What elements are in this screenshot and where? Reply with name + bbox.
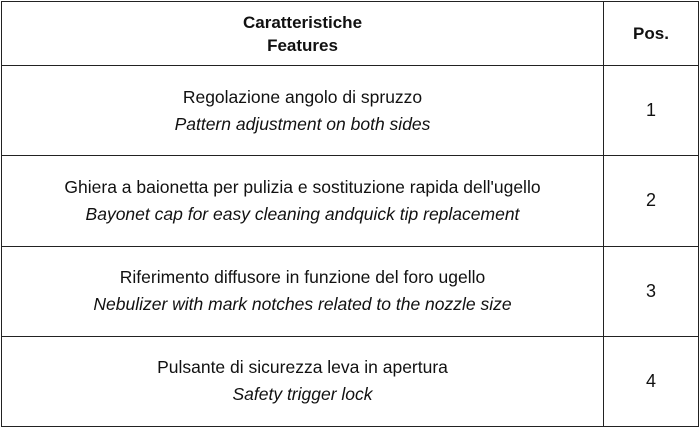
feature-it-text: Ghiera a baionetta per pulizia e sostituzione rapida dell'ugello	[64, 176, 541, 197]
features-table-container	[1, 1, 698, 427]
feature-en-text: Bayonet cap for easy cleaning andquick tip replacement	[85, 203, 520, 224]
feature-cell	[2, 246, 604, 336]
table-row	[2, 66, 699, 156]
feature-en-text: Pattern adjustment on both sides	[174, 113, 431, 134]
feature-en-text: Nebulizer with mark notches related to the nozzle size	[93, 294, 512, 315]
features-table	[1, 1, 699, 427]
feature-it-text: Pulsante di sicurezza leva in apertura	[157, 357, 448, 378]
table-row	[2, 156, 699, 246]
pos-header-cell: Pos.	[604, 2, 699, 66]
feature-cell	[2, 156, 604, 246]
pos-cell: 1	[604, 66, 699, 156]
pos-cell: 4	[604, 336, 699, 426]
feature-it-text: Regolazione angolo di spruzzo	[182, 86, 423, 107]
feature-it-text: Riferimento diffusore in funzione del foro ugello	[119, 267, 486, 288]
features-header-en: Features	[267, 35, 338, 55]
table-header-row	[2, 2, 699, 66]
feature-en-text: Safety trigger lock	[232, 384, 373, 405]
table-row	[2, 246, 699, 336]
table-row	[2, 336, 699, 426]
features-header-it: Caratteristiche	[242, 12, 363, 32]
features-header-cell	[2, 2, 604, 66]
pos-cell: 3	[604, 246, 699, 336]
feature-cell	[2, 336, 604, 426]
pos-cell: 2	[604, 156, 699, 246]
feature-cell	[2, 66, 604, 156]
